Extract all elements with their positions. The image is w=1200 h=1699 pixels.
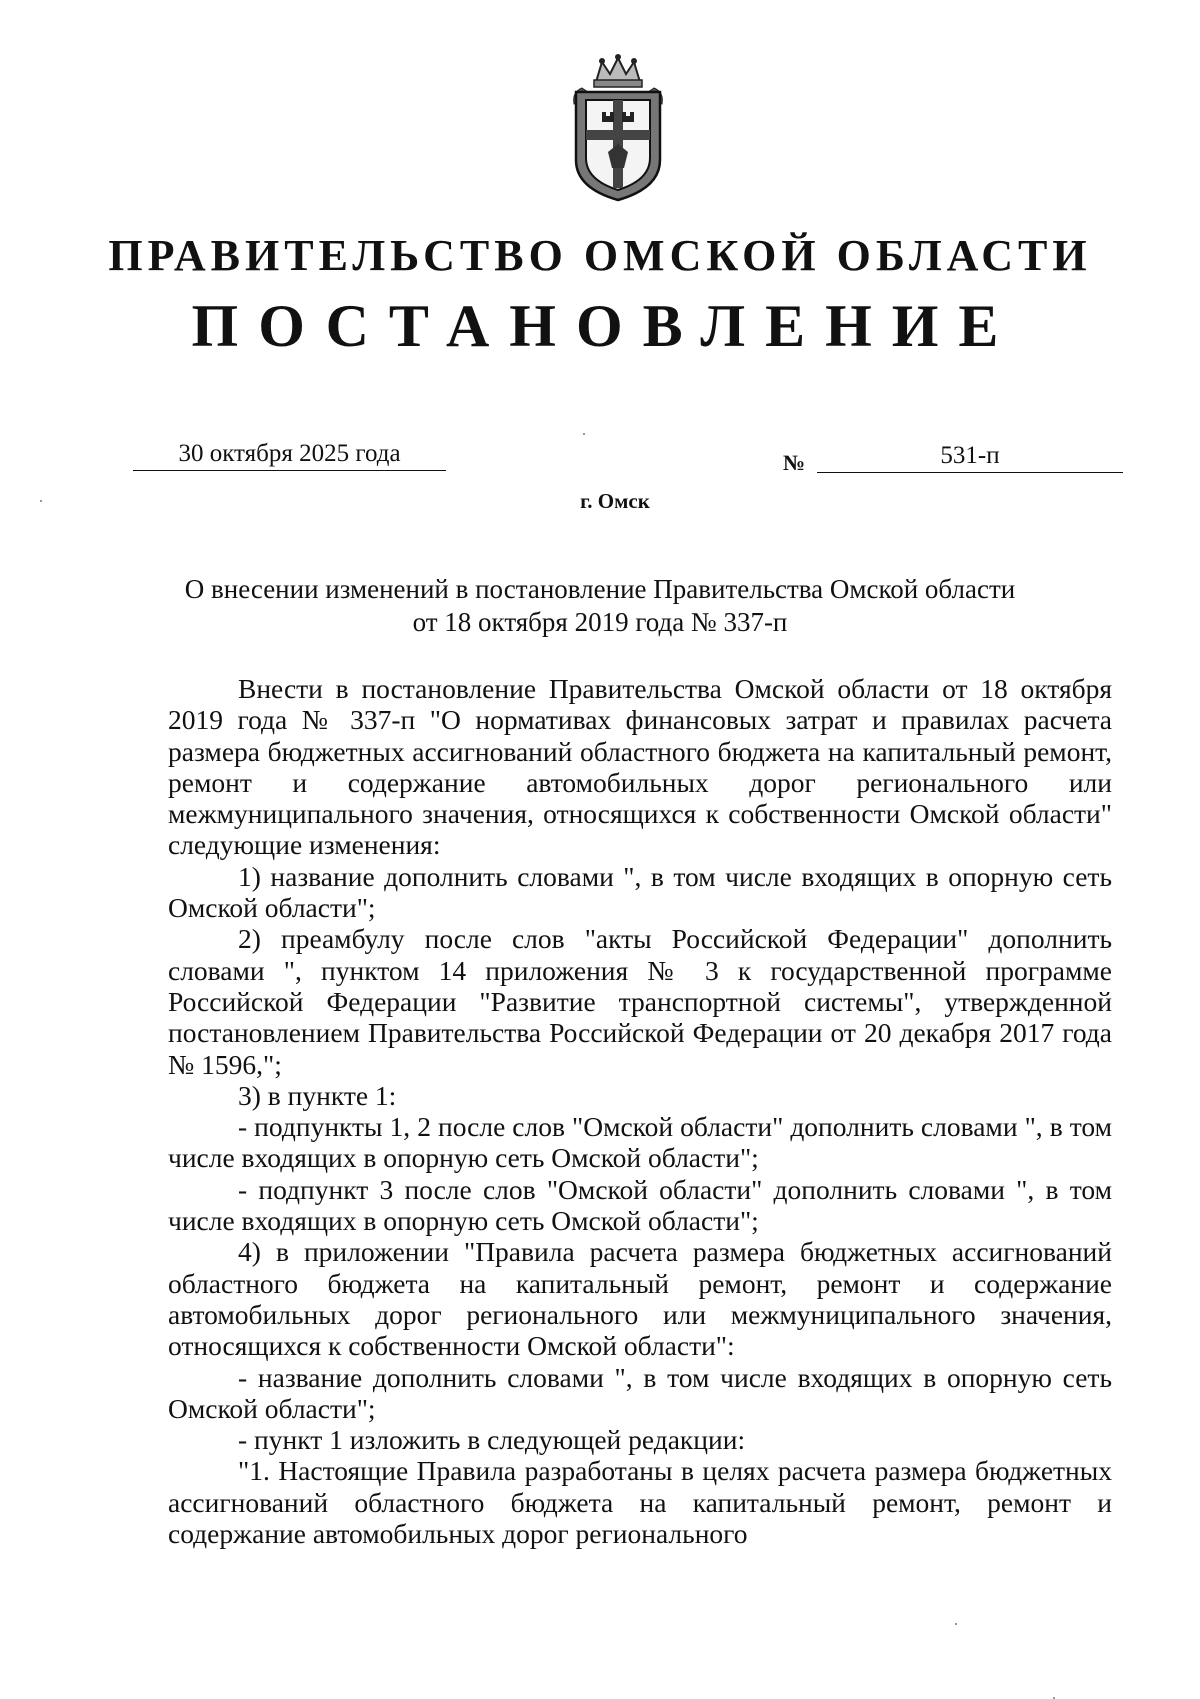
body-paragraph: - пункт 1 изложить в следующей редакции:: [238, 1424, 746, 1456]
document-city: г. Омск: [580, 489, 650, 513]
document-number: 531-п: [817, 442, 1123, 473]
body-paragraph: - название дополнить словами ", в том числе входящих в опорную сеть Омской области";: [168, 1361, 1112, 1424]
body-paragraph: 4) в приложении "Правила расчета размера бюджетных ассигнований областного бюджета на капитальный ремонт, ремонт и содержание автомобильных дорог регионального или межмуниципального значения, относящихся к собственности Омской области":: [168, 1236, 1112, 1362]
document-body: [168, 673, 1112, 1549]
document-type-heading: ПОСТАНОВЛЕНИЕ: [191, 293, 1019, 359]
scan-speck: [40, 500, 42, 502]
document-subject: [150, 573, 1050, 639]
scan-speck: [955, 1623, 957, 1625]
scan-speck: [583, 433, 585, 435]
organization-title: ПРАВИТЕЛЬСТВО ОМСКОЙ ОБЛАСТИ: [108, 231, 1092, 280]
body-paragraph: - подпункт 3 после слов "Омской области" дополнить словами ", в том числе входящих в опорную сеть Омской области";: [168, 1173, 1112, 1237]
body-paragraph: - подпункты 1, 2 после слов "Омской области" дополнить словами ", в том числе входящих в опорную сеть Омской области";: [168, 1111, 1112, 1174]
body-paragraph: 3) в пункте 1:: [238, 1079, 397, 1111]
number-sign: №: [783, 450, 806, 475]
document-date: 30 октября 2025 года: [133, 440, 446, 471]
subject-line-2: от 18 октября 2019 года № 337-п: [412, 607, 788, 637]
body-paragraph: "1. Настоящие Правила разработаны в целях расчета размера бюджетных ассигнований областного бюджета на капитальный ремонт, ремонт и содержание автомобильных дорог регионального: [168, 1455, 1112, 1550]
body-paragraph: 2) преамбулу после слов "акты Российской Федерации" дополнить словами ", пунктом 14 приложения № 3 к государственной программе Российской Федерации "Развитие транспортной системы", утвержденной постановлением Правительства Российской Федерации от 20 декабря 2017 года № 1596,";: [168, 923, 1112, 1080]
body-paragraph: 1) название дополнить словами ", в том числе входящих в опорную сеть Омской области";: [168, 860, 1112, 924]
body-paragraph: Внести в постановление Правительства Омской области от 18 октября 2019 года № 337-п "О нормативах финансовых затрат и правилах расчета размера бюджетных ассигнований областного бюджета на капитальный ремонт, ремонт и содержание автомобильных дорог регионального или межмуниципального значения, относящихся к собственности Омской области" следующие изменения:: [168, 673, 1112, 861]
omsk-region-coat-of-arms-icon: [558, 52, 678, 202]
subject-line-1: О внесении изменений в постановление Правительства Омской области: [184, 574, 1016, 604]
